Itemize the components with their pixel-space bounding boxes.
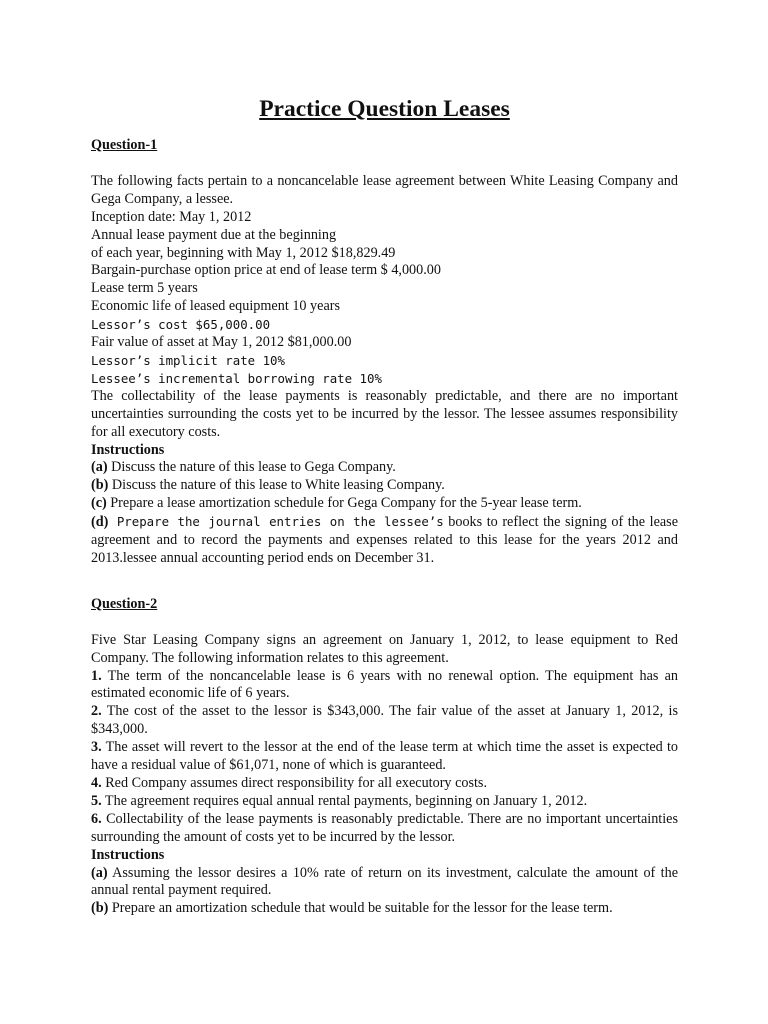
instructions-label: Instructions <box>91 441 165 458</box>
fact-line: of each year, beginning with May 1, 2012 $18,829.49 <box>91 244 396 261</box>
question-2-heading: Question-2 <box>91 595 158 612</box>
item-label: (a) <box>91 864 108 881</box>
point-text: The term of the noncancelable lease is 6 years with no renewal option. The equipment has an estimated economic life of 6 years. <box>91 667 678 702</box>
instruction-item <box>91 900 678 918</box>
point-text: Collectability of the lease payments is reasonably predictable. There are no important uncertainties surrounding the amount of costs yet to be incurred by the lessor. <box>91 810 678 845</box>
fact-line: Lease term 5 years <box>91 280 198 297</box>
numbered-point <box>91 775 678 793</box>
point-text: The cost of the asset to the lessor is $343,000. The fair value of the asset at January 1, 2012, is $343,000. <box>91 703 678 738</box>
item-text: Prepare a lease amortization schedule for Gega Company for the 5-year lease term. <box>106 495 582 512</box>
point-text: The agreement requires equal annual rental payments, beginning on January 1, 2012. <box>101 792 588 809</box>
point-text: The asset will revert to the lessor at the end of the lease term at which time the asset is expected to have a residual value of $61,071, none of which is guaranteed. <box>91 739 678 774</box>
item-label: (b) <box>91 477 109 494</box>
numbered-point <box>91 668 678 704</box>
question-2-intro: Five Star Leasing Company signs an agreement on January 1, 2012, to lease equipment to Red Company. The following information relates to this agreement. <box>91 631 678 666</box>
instructions-label: Instructions <box>91 846 165 863</box>
fact-line: Economic life of leased equipment 10 years <box>91 298 340 315</box>
item-label: (d) <box>91 514 109 531</box>
item-label: (c) <box>91 495 107 512</box>
point-label: 5. <box>91 792 102 809</box>
item-text: Discuss the nature of this lease to Gega Company. <box>107 459 396 476</box>
item-text: Discuss the nature of this lease to White leasing Company. <box>108 477 445 494</box>
document-page <box>91 95 678 918</box>
point-label: 2. <box>91 703 102 720</box>
instruction-item <box>91 459 678 477</box>
item-text-mono: Prepare the journal entries on the lessee’s <box>108 514 444 530</box>
question-1-intro: The following facts pertain to a noncancelable lease agreement between White Leasing Company and Gega Company, a lessee. <box>91 172 678 207</box>
lessor-cost-line: Lessor’s cost $65,000.00 <box>91 317 271 333</box>
point-label: 6. <box>91 810 102 827</box>
point-label: 4. <box>91 775 102 791</box>
point-label: 3. <box>91 739 102 756</box>
item-label: (a) <box>91 459 108 476</box>
item-text: Prepare an amortization schedule that would be suitable for the lessor for the lease term. <box>108 900 613 917</box>
numbered-point <box>91 811 678 847</box>
incremental-rate-line: Lessee’s incremental borrowing rate 10% <box>91 370 382 386</box>
point-label: 1. <box>91 667 102 684</box>
item-text: books to reflect the signing of the lease agreement and to record the payments and expenses related to this lease for the years 2012 and 2013.lessee annual accounting period ends on December 31. <box>91 514 678 566</box>
numbered-point <box>91 793 678 811</box>
fact-line: Annual lease payment due at the beginning <box>91 226 337 243</box>
fair-value-line: Fair value of asset at May 1, 2012 $81,000.00 <box>91 334 352 351</box>
implicit-rate-line: Lessor’s implicit rate 10% <box>91 352 285 368</box>
question-1-heading: Question-1 <box>91 137 158 153</box>
collectability-paragraph: The collectability of the lease payments is reasonably predictable, and there are no important uncertainties surrounding the costs yet to be incurred by the lessor. The lessee assumes responsibility for all executory costs. <box>91 387 678 440</box>
document-title: Practice Question Leases <box>259 96 510 122</box>
instruction-item <box>91 477 678 495</box>
instruction-item <box>91 495 678 513</box>
fact-line: Bargain-purchase option price at end of lease term $ 4,000.00 <box>91 262 441 279</box>
numbered-point <box>91 703 678 739</box>
item-label: (b) <box>91 900 109 917</box>
point-text: Red Company assumes direct responsibility for all executory costs. <box>101 775 487 791</box>
fact-line: Inception date: May 1, 2012 <box>91 208 252 225</box>
question-1-section <box>91 137 678 568</box>
instruction-item <box>91 865 678 901</box>
section-spacer <box>91 568 678 596</box>
numbered-point <box>91 739 678 775</box>
instruction-item <box>91 513 678 568</box>
question-2-section <box>91 596 678 918</box>
item-text: Assuming the lessor desires a 10% rate of return on its investment, calculate the amount of the annual rental payment required. <box>91 864 678 899</box>
